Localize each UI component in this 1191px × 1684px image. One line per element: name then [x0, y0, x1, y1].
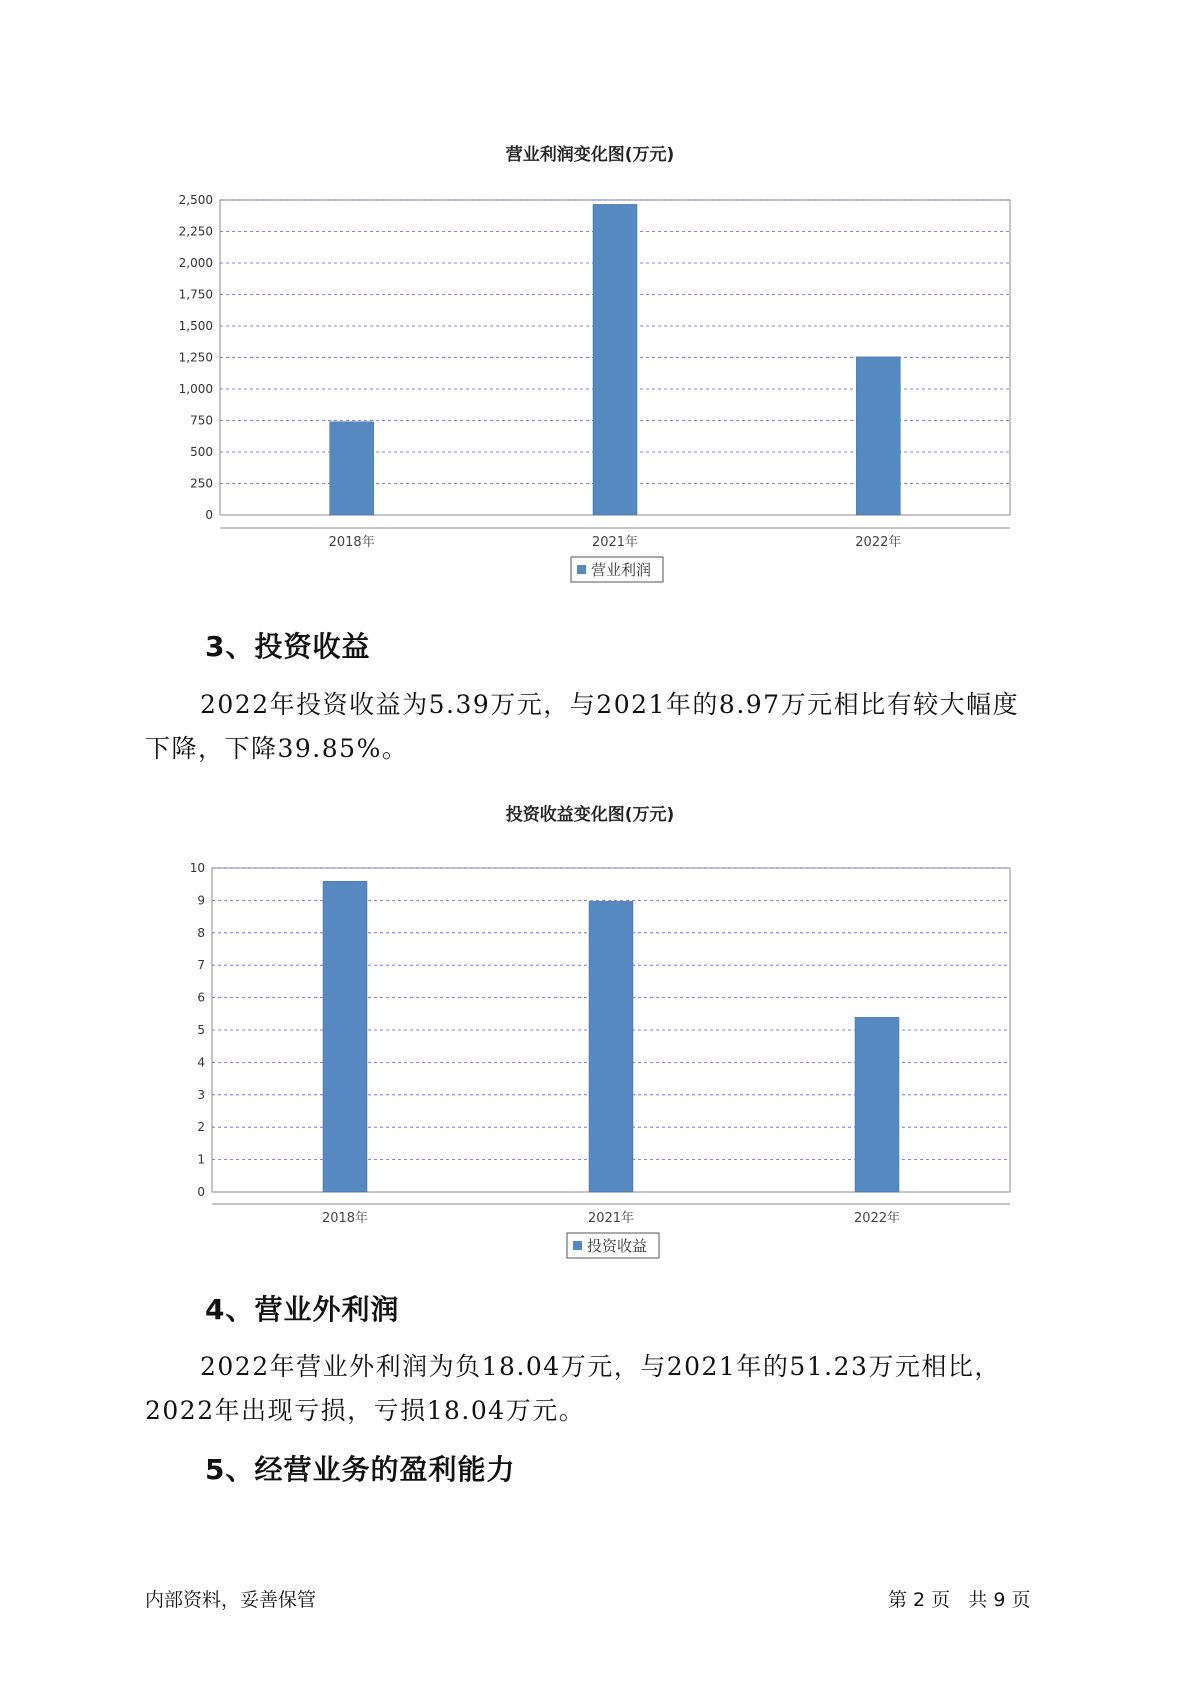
- bar: [330, 422, 374, 515]
- y-tick-label: 2,250: [178, 224, 213, 239]
- x-tick-label: 2021年: [591, 535, 639, 550]
- investment-income-chart: [150, 800, 1030, 1260]
- section-4-text-body: 2022年营业外利润为负18.04万元，与2021年的51.23万元相比，2022年出现亏损，亏损18.04万元。: [145, 1352, 1001, 1425]
- y-tick-label: 3: [197, 1087, 205, 1102]
- footer-left: 内部资料，妥善保管: [145, 1589, 317, 1611]
- y-tick-label: 6: [197, 990, 205, 1005]
- operating-profit-chart: [150, 140, 1030, 590]
- legend-label: 投资收益: [587, 1237, 648, 1255]
- y-tick-label: 500: [190, 445, 213, 459]
- y-tick-label: 5: [197, 1023, 205, 1037]
- x-tick-label: 2018年: [328, 535, 375, 550]
- x-tick-label: 2022年: [853, 1211, 901, 1226]
- y-tick-label: 1,750: [178, 287, 213, 302]
- y-tick-label: 1,500: [178, 319, 213, 333]
- y-tick-label: 1,250: [178, 350, 213, 365]
- section-4-text: [145, 1345, 1045, 1433]
- bar: [856, 357, 900, 515]
- y-tick-label: 250: [190, 476, 213, 491]
- chart-svg: [150, 830, 1030, 1260]
- legend-swatch: [573, 1241, 582, 1250]
- y-tick-label: 2,000: [178, 256, 213, 270]
- section-3-text: [145, 683, 1045, 771]
- y-tick-label: 750: [190, 413, 213, 428]
- chart-title: 投资收益变化图(万元): [505, 805, 675, 825]
- y-tick-label: 1: [197, 1152, 205, 1167]
- y-tick-label: 9: [197, 893, 205, 908]
- y-tick-label: 8: [197, 925, 205, 940]
- bar: [323, 881, 367, 1192]
- legend-label: 营业利润: [591, 561, 652, 579]
- y-tick-label: 0: [197, 1185, 205, 1199]
- y-tick-label: 4: [197, 1055, 205, 1070]
- y-tick-label: 2: [197, 1120, 205, 1135]
- legend-swatch: [577, 565, 586, 574]
- y-tick-label: 10: [189, 861, 205, 875]
- bar: [589, 901, 633, 1192]
- y-tick-label: 7: [197, 958, 205, 973]
- y-tick-label: 1,000: [178, 382, 213, 396]
- bar: [855, 1017, 899, 1192]
- section-5-heading: 5、经营业务的盈利能力: [205, 1453, 516, 1486]
- footer-page-number: 第 2 页 共 9 页: [888, 1589, 1031, 1611]
- section-3-text-body: 2022年投资收益为5.39万元，与2021年的8.97万元相比有较大幅度下降，下降39.85%。: [145, 690, 1020, 763]
- x-tick-label: 2022年: [855, 535, 902, 550]
- y-tick-label: 2,500: [178, 193, 213, 207]
- y-tick-label: 0: [205, 508, 213, 522]
- x-tick-label: 2018年: [321, 1211, 369, 1226]
- chart-title: 营业利润变化图(万元): [505, 145, 675, 165]
- chart-svg: [150, 170, 1030, 590]
- x-tick-label: 2021年: [587, 1211, 635, 1226]
- bar: [593, 204, 637, 515]
- section-4-heading: 4、营业外利润: [205, 1293, 400, 1326]
- section-3-heading: 3、投资收益: [205, 630, 371, 663]
